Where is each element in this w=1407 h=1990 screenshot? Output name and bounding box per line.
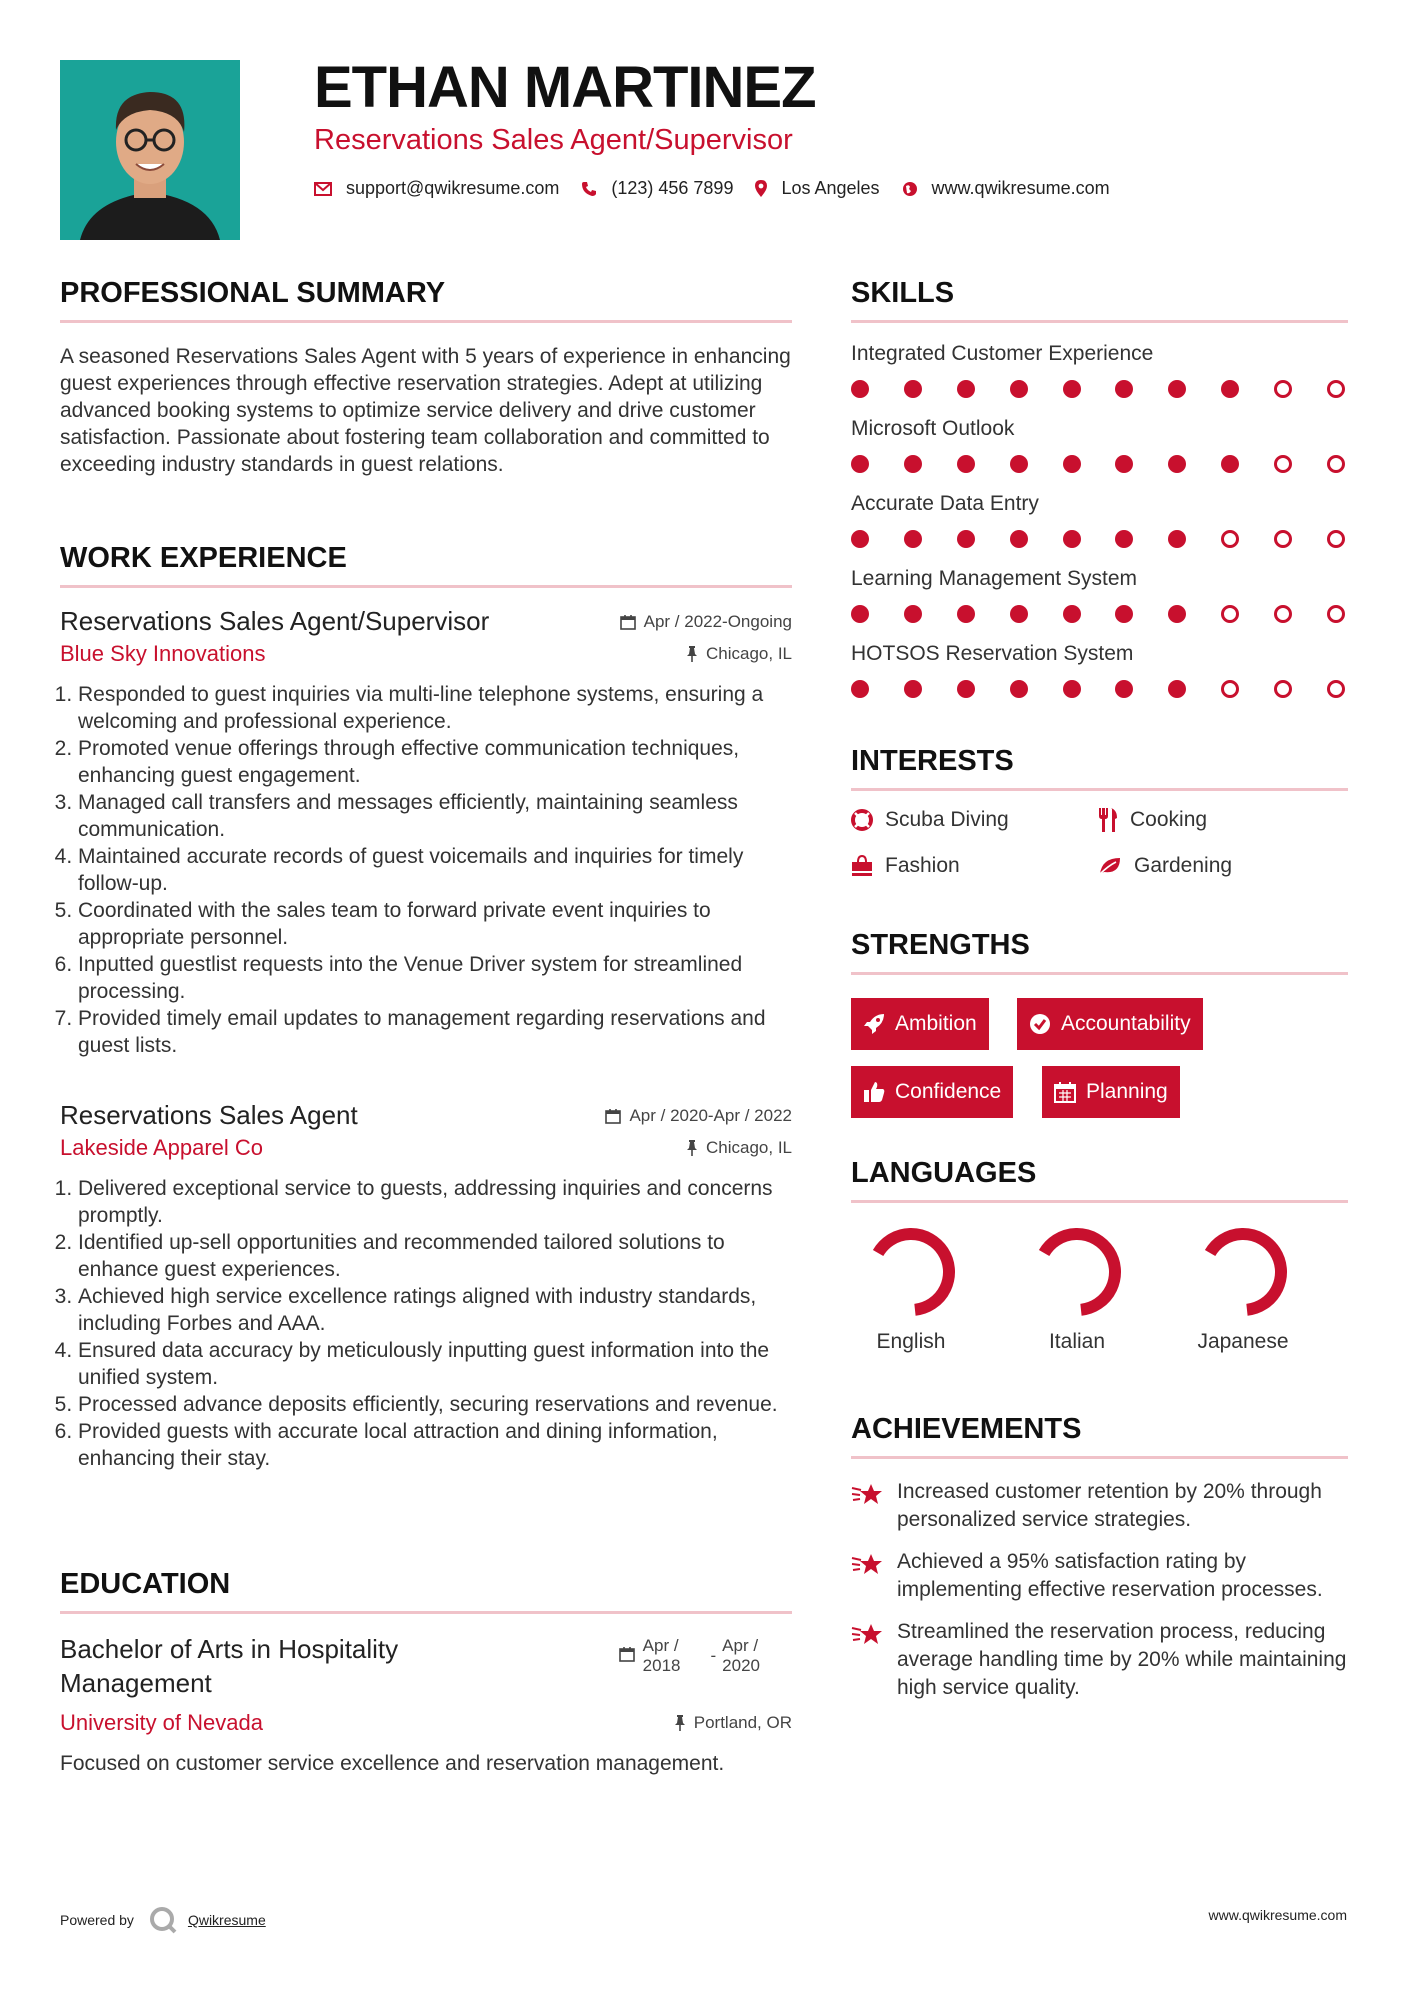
education-entry — [60, 1632, 792, 1777]
summary-text: A seasoned Reservations Sales Agent with 5 years of experience in enhancing guest experiences through effective reservation strategies. Adept at utilizing advanced booking systems to optimize service delivery and drive customer satisfaction. Passionate about fostering team collaboration and committed to exceeding industry standards in guest relations. — [60, 345, 791, 476]
skill-dot-filled — [1168, 530, 1186, 548]
language-gauge — [861, 1222, 961, 1322]
education-dates: Apr / 2018 - Apr / 2020 — [619, 1636, 760, 1676]
strength-tag: Planning — [1042, 1066, 1180, 1118]
skill-dot-filled — [1221, 455, 1239, 473]
achievement-item: Increased customer retention by 20% through personalized service strategies. — [851, 1478, 1348, 1534]
calendar-icon — [1054, 1081, 1076, 1103]
skill-rating — [851, 380, 1345, 398]
job-location: Chicago, IL — [686, 644, 792, 664]
contact-location — [755, 178, 879, 199]
skill-dot-filled — [957, 455, 975, 473]
utensils-icon — [1098, 808, 1118, 832]
strength-tag: Confidence — [851, 1066, 1013, 1118]
language-gauge — [1193, 1222, 1293, 1322]
skill-dot-filled — [851, 530, 869, 548]
pushpin-icon — [686, 646, 698, 662]
candidate-title: Reservations Sales Agent/Supervisor — [314, 124, 793, 156]
language-gauge — [1027, 1222, 1127, 1322]
skill-dot-filled — [957, 680, 975, 698]
skill-dot-empty — [1327, 605, 1345, 623]
skill-dot-filled — [1010, 455, 1028, 473]
achievement-item: Achieved a 95% satisfaction rating by implementing effective reservation processes. — [851, 1548, 1348, 1604]
location-text: Los Angeles — [781, 178, 880, 198]
job-entry-2 — [60, 1100, 792, 1472]
strengths-heading: STRENGTHS — [851, 929, 1030, 961]
skill-dot-filled — [1168, 605, 1186, 623]
skill-dot-filled — [1063, 530, 1081, 548]
skill-dot-empty — [1221, 680, 1239, 698]
duty-item: 7. Provided timely email updates to management regarding reservations and guest lists. — [78, 1005, 792, 1059]
language-name: Italian — [1048, 1330, 1106, 1353]
skill-dot-filled — [1168, 380, 1186, 398]
duty-item: 5. Coordinated with the sales team to forward private event inquiries to appropriate personnel. — [78, 897, 792, 951]
globe-icon — [902, 181, 918, 197]
duty-item: 5. Processed advance deposits efficiently, securing reservations and revenue. — [78, 1391, 792, 1418]
interests-divider — [851, 788, 1348, 791]
language-name: Japanese — [1197, 1330, 1289, 1353]
strengths-divider — [851, 972, 1348, 975]
achievements-list — [851, 1478, 1348, 1702]
qwikresume-logo-icon — [148, 1905, 178, 1935]
skill-dot-filled — [957, 380, 975, 398]
job-title: Reservations Sales Agent — [60, 1100, 358, 1130]
pushpin-icon — [674, 1715, 686, 1731]
job-duties — [60, 681, 792, 1059]
skill-dot-filled — [904, 605, 922, 623]
skill-dot-filled — [1115, 605, 1133, 623]
skill-dot-filled — [904, 455, 922, 473]
skill-dot-empty — [1274, 380, 1292, 398]
contact-email[interactable] — [314, 178, 559, 199]
profile-photo — [60, 60, 240, 240]
skill-dot-filled — [904, 530, 922, 548]
skill-rating — [851, 455, 1345, 473]
shopping-bag-icon — [851, 855, 873, 877]
email-text: support@qwikresume.com — [346, 178, 560, 198]
degree-title: Bachelor of Arts in Hospitality Management — [60, 1634, 399, 1698]
skill-dot-empty — [1327, 455, 1345, 473]
skill-row — [851, 567, 1348, 642]
duty-item: 3. Managed call transfers and messages efficiently, maintaining seamless communication. — [78, 789, 792, 843]
shooting-star-icon — [851, 1482, 883, 1508]
skill-dot-empty — [1274, 455, 1292, 473]
language-item — [841, 1222, 981, 1354]
duty-item: 3. Achieved high service excellence ratings aligned with industry standards, including Forbes and AAA. — [78, 1283, 792, 1337]
education-heading: EDUCATION — [60, 1568, 231, 1600]
skill-dot-filled — [1221, 380, 1239, 398]
skill-dot-empty — [1327, 530, 1345, 548]
skill-dot-filled — [851, 455, 869, 473]
contact-website[interactable] — [902, 178, 1110, 199]
shooting-star-icon — [851, 1552, 883, 1578]
calendar-icon — [619, 1646, 635, 1662]
phone-icon — [581, 181, 597, 197]
skill-rating — [851, 680, 1345, 698]
skills-list — [851, 342, 1348, 717]
languages-list — [841, 1222, 1313, 1354]
skills-divider — [851, 320, 1348, 323]
skill-dot-filled — [1063, 380, 1081, 398]
skill-dot-filled — [1010, 605, 1028, 623]
skill-dot-filled — [1168, 455, 1186, 473]
achievement-item: Streamlined the reservation process, reducing average handling time by 20% while maintaining high service quality. — [851, 1618, 1348, 1702]
skill-dot-filled — [1168, 680, 1186, 698]
skill-row — [851, 342, 1348, 417]
skill-dot-filled — [1010, 530, 1028, 548]
languages-divider — [851, 1200, 1348, 1203]
education-location: Portland, OR — [674, 1713, 792, 1733]
skill-dot-filled — [904, 680, 922, 698]
company-name: Lakeside Apparel Co — [60, 1135, 264, 1160]
leaf-icon — [1098, 856, 1122, 876]
company-name: Blue Sky Innovations — [60, 641, 266, 666]
candidate-name: ETHAN MARTINEZ — [314, 55, 816, 120]
skill-name: HOTSOS Reservation System — [851, 642, 1134, 665]
interest-item: Cooking — [1098, 808, 1207, 832]
duty-item: 1. Delivered exceptional service to guests, addressing inquiries and concerns promptly. — [78, 1175, 792, 1229]
interests-heading: INTERESTS — [851, 745, 1014, 777]
interest-item: Gardening — [1098, 854, 1232, 878]
check-circle-icon — [1029, 1013, 1051, 1035]
language-arc — [878, 1234, 949, 1310]
pushpin-icon — [686, 1140, 698, 1156]
skill-dot-empty — [1274, 680, 1292, 698]
skill-dot-filled — [1115, 680, 1133, 698]
envelope-icon — [314, 182, 332, 196]
skill-dot-filled — [1115, 380, 1133, 398]
footer-brand-link[interactable]: Qwikresume — [187, 1912, 266, 1928]
job-location: Chicago, IL — [686, 1138, 792, 1158]
duty-item: 1. Responded to guest inquiries via multi-line telephone systems, ensuring a welcoming and professional experience. — [78, 681, 792, 735]
contact-phone[interactable] — [581, 178, 733, 199]
strength-tag: Accountability — [1017, 998, 1203, 1050]
language-item — [1173, 1222, 1313, 1354]
school-name: University of Nevada — [60, 1710, 263, 1735]
skill-dot-filled — [1010, 680, 1028, 698]
skill-dot-filled — [957, 605, 975, 623]
calendar-icon — [605, 1108, 621, 1124]
experience-divider — [60, 585, 792, 588]
skill-dot-filled — [1063, 680, 1081, 698]
lifebuoy-icon — [851, 809, 873, 831]
language-arc — [1210, 1234, 1281, 1310]
skill-name: Accurate Data Entry — [851, 492, 1039, 515]
achievements-divider — [851, 1456, 1348, 1459]
skill-name: Learning Management System — [851, 567, 1137, 590]
footer-site[interactable]: www.qwikresume.com — [1208, 1907, 1347, 1923]
strength-tag: Ambition — [851, 998, 989, 1050]
rocket-icon — [863, 1013, 885, 1035]
contact-bar — [314, 178, 1132, 199]
skill-row — [851, 492, 1348, 567]
job-duties — [60, 1175, 792, 1472]
skill-dot-filled — [1063, 455, 1081, 473]
duty-item: 6. Inputted guestlist requests into the Venue Driver system for streamlined processing. — [78, 951, 792, 1005]
skill-row — [851, 417, 1348, 492]
skill-dot-empty — [1327, 380, 1345, 398]
education-divider — [60, 1611, 792, 1614]
skill-dot-empty — [1221, 605, 1239, 623]
skill-row — [851, 642, 1348, 717]
skill-dot-filled — [957, 530, 975, 548]
calendar-icon — [620, 614, 636, 630]
phone-text: (123) 456 7899 — [611, 178, 734, 198]
languages-heading: LANGUAGES — [851, 1157, 1037, 1189]
education-description: Focused on customer service excellence and reservation management. — [60, 1752, 725, 1775]
interest-item: Fashion — [851, 854, 960, 878]
language-name: English — [876, 1330, 946, 1353]
skill-dot-filled — [851, 380, 869, 398]
duty-item: 4. Maintained accurate records of guest voicemails and inquiries for timely follow-up. — [78, 843, 792, 897]
job-entry-1 — [60, 606, 792, 1059]
skill-dot-filled — [851, 680, 869, 698]
footer-powered-by: Powered by Qwikresume — [60, 1905, 266, 1935]
summary-divider — [60, 320, 792, 323]
duty-item: 6. Provided guests with accurate local attraction and dining information, enhancing their stay. — [78, 1418, 792, 1472]
skill-dot-empty — [1327, 680, 1345, 698]
experience-heading: WORK EXPERIENCE — [60, 542, 347, 574]
language-item — [1007, 1222, 1147, 1354]
skill-dot-filled — [904, 380, 922, 398]
duty-item: 2. Identified up-sell opportunities and recommended tailored solutions to enhance guest experiences. — [78, 1229, 792, 1283]
thumbs-up-icon — [863, 1081, 885, 1103]
skill-name: Integrated Customer Experience — [851, 342, 1154, 365]
skill-dot-empty — [1274, 530, 1292, 548]
summary-heading: PROFESSIONAL SUMMARY — [60, 277, 446, 309]
achievements-heading: ACHIEVEMENTS — [851, 1413, 1082, 1445]
skill-dot-filled — [1063, 605, 1081, 623]
skill-name: Microsoft Outlook — [851, 417, 1015, 440]
job-dates: Apr / 2020-Apr / 2022 — [605, 1106, 792, 1126]
skill-dot-empty — [1221, 530, 1239, 548]
map-pin-icon — [755, 180, 767, 197]
skill-dot-filled — [1115, 530, 1133, 548]
job-dates: Apr / 2022-Ongoing — [620, 612, 792, 632]
duty-item: 4. Ensured data accuracy by meticulously inputting guest information into the unified system. — [78, 1337, 792, 1391]
duty-item: 2. Promoted venue offerings through effective communication techniques, enhancing guest engagement. — [78, 735, 792, 789]
skill-dot-filled — [851, 605, 869, 623]
language-arc — [1044, 1234, 1115, 1310]
skill-dot-empty — [1274, 605, 1292, 623]
job-title: Reservations Sales Agent/Supervisor — [60, 606, 490, 636]
skills-heading: SKILLS — [851, 277, 955, 309]
skill-dot-filled — [1010, 380, 1028, 398]
skill-rating — [851, 605, 1345, 623]
shooting-star-icon — [851, 1622, 883, 1648]
skill-rating — [851, 530, 1345, 548]
website-text: www.qwikresume.com — [931, 178, 1110, 198]
interest-item: Scuba Diving — [851, 808, 1009, 832]
skill-dot-filled — [1115, 455, 1133, 473]
